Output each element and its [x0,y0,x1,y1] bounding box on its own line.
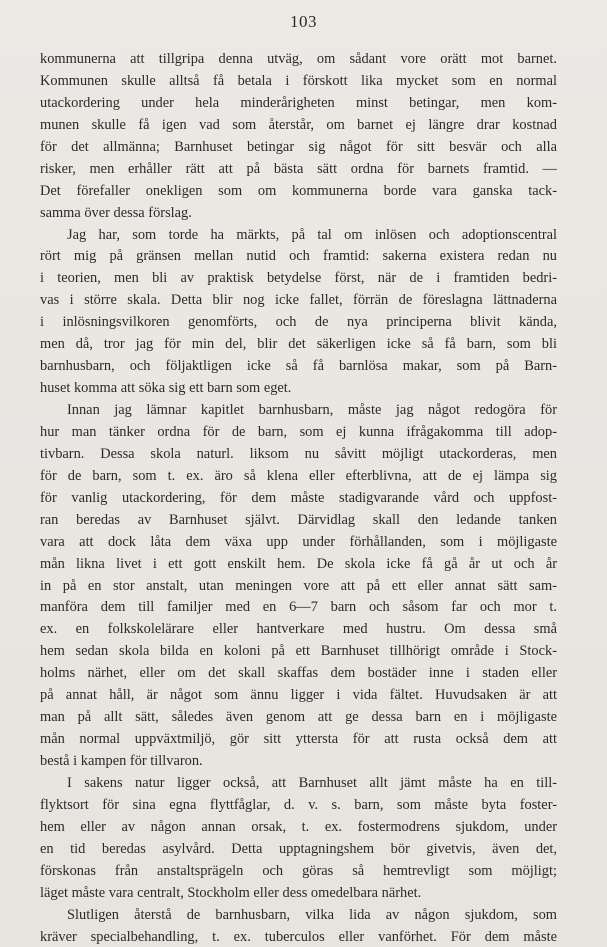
page-number: 103 [290,12,317,31]
text-line: vas i större skala. Detta blir nog icke fallet, förrän de föreslagna lättnaderna [40,292,557,309]
text-line: tivbarn. Dessa skola naturl. liksom nu såvitt möjligt utackorderas, men [40,445,557,462]
text-line: läget måste vara centralt, Stockholm eller dess omedelbara närhet. [40,884,422,901]
text-line: vara att dock låta dem växa upp under förhållanden, som i möjligaste [40,533,557,550]
text-line: kräver specialbehandling, t. ex. tuberculos eller vanförhet. För dem måste [40,928,557,945]
text-line: Innan jag lämnar kapitlet barnhusbarn, måste jag något redogöra för [67,402,557,418]
text-line: ran beredas av Barnhuset självt. Därvidlag skall den ledande tanken [40,511,557,528]
text-line: hem eller av någon annan orsak, t. ex. fostermodrens sjukdom, under [40,818,557,835]
text-line: för det allmänna; Barnhuset betingar sig något för sitt besvär och alla [40,138,557,155]
text-line: Slutligen återstå de barnhusbarn, vilka lida av någon sjukdom, som [67,906,557,923]
text-line: en tid beredas asylvård. Detta upptagningshem bör givetvis, även det, [40,840,557,857]
text-line: samma över dessa förslag. [40,204,192,221]
text-line: bestå i kampen för tillvaron. [40,753,203,769]
text-line: risker, men erhåller rätt att på bästa sätt ordna för barnets framtid. — [40,160,557,177]
text-line: rört mig på gränsen mellan nutid och framtid: sakerna existera redan nu [40,248,557,265]
text-line: Jag har, som torde ha märkts, på tal om inlösen och adoptionscentral [67,226,557,243]
text-line: Det förefaller onekligen som om kommunerna borde vara ganska tack- [40,182,557,199]
text-line: men då, tror jag för min del, blir det säkerligen icke så få barn, som bli [40,336,557,353]
text-line: i teorien, men bli av praktisk betydelse först, när de i framtiden bedri- [40,270,557,287]
text-line: förskonas från anstaltsprägeln och göras så hemtrevligt som möjligt; [40,862,557,879]
text-line: utackordering under hela minderårigheten minst betingar, men kom- [40,94,557,111]
text-line: kommunerna att tillgripa denna utväg, om sådant vore orätt mot barnet. [40,51,557,67]
text-line: för de barn, som t. ex. äro så klena eller efterblivna, att de ej lämpa sig [40,467,557,484]
body-text [40,49,557,947]
text-line: munen skulle få igen vad som återstår, om barnet ej längre drar kostnad [40,116,557,133]
text-line: ex. en folkskolelärare eller hantverkare med hustru. Om dessa små [40,621,557,638]
text-line: barnhusbarn, och följaktligen icke så få barnlösa makar, som på Barn- [40,358,557,375]
text-line: man på allt sätt, således även genom att ge dessa barn en i möjligaste [40,709,557,726]
text-line: manföra dem till familjer med en 6—7 barn och såsom far och mor t. [40,599,557,616]
text-line: huset komma att söka sig ett barn som eget. [40,380,292,397]
text-line: in på en stor anstalt, utan meningen vore att på ett eller annat sätt sam- [40,577,557,594]
text-line: mån likna livet i ett gott enskilt hem. De skola icke få gå år ut och år [40,555,557,572]
text-line: mån normal uppväxtmiljö, gör sitt yttersta för att rusta också dem att [40,731,557,748]
text-line: holms närhet, eller om det skall skaffas dem bostäder inne i staden eller [40,665,557,682]
text-line: på annat håll, är något som ännu ligger i vida fältet. Huvudsaken är att [40,687,557,704]
text-line: för vanlig utackordering, för dem måste stadigvarande vård och uppfost- [40,489,557,506]
text-line: flyktsort för sina egna flyttfåglar, d. v. s. barn, som måste byta foster- [40,796,557,813]
text-line: hur man tänker ordna för de barn, som ej kunna ifrågakomma till adop- [40,423,557,440]
text-line: i inlösningsvilkoren genomförts, och de nya principerna blivit kända, [40,314,557,331]
text-line: hem sedan skola bilda en koloni på ett Barnhuset tillhörigt område i Stock- [40,643,557,660]
text-line: I sakens natur ligger också, att Barnhuset allt jämt måste ha en till- [67,774,557,791]
text-line: Kommunen skulle alltså få betala i förskott lika mycket som en normal [40,72,557,89]
